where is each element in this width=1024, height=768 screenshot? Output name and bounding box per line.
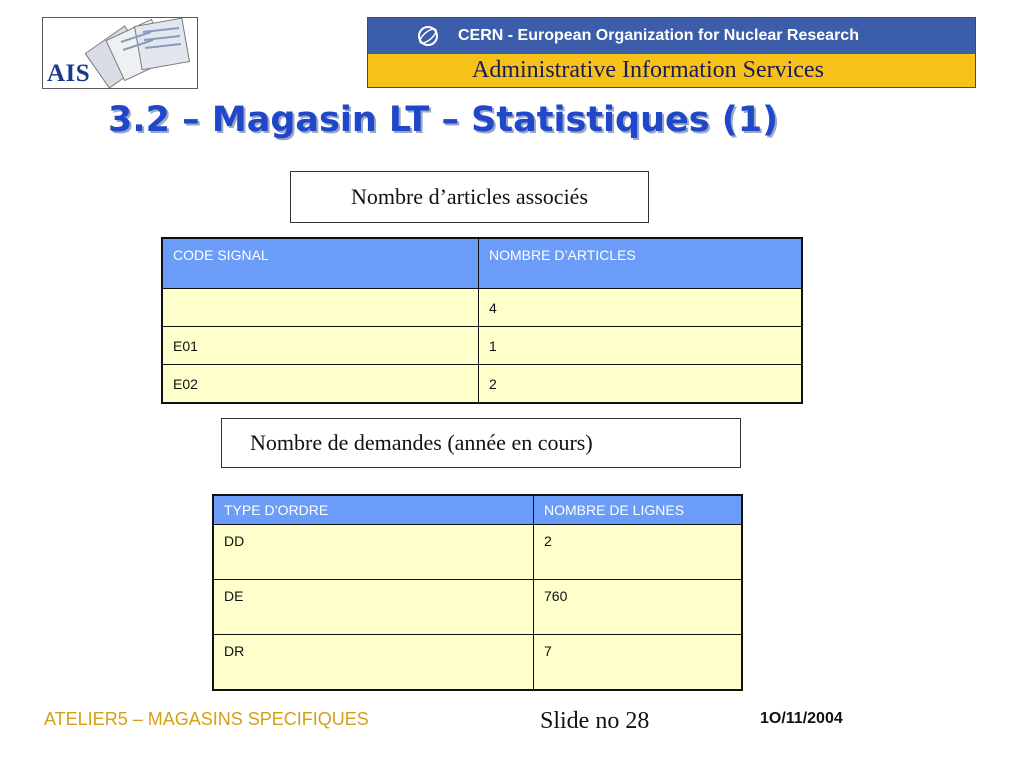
footer-slide-number: Slide no 28 (540, 708, 650, 734)
table-cell: DD (213, 525, 534, 580)
table-cell: E02 (162, 365, 479, 404)
table-row (213, 635, 742, 691)
cern-logo-icon (416, 24, 440, 48)
demandes-table (212, 494, 743, 691)
table-cell (162, 289, 479, 327)
table-cell: 7 (534, 635, 743, 691)
table-row (162, 289, 802, 327)
banner-bottom-text: Administrative Information Services (368, 54, 975, 87)
banner-top-text: CERN - European Organization for Nuclear Research (458, 27, 859, 44)
table-cell: 1 (479, 327, 803, 365)
slide-title: 3.2 – Magasin LT – Statistiques (1) (108, 100, 779, 140)
ais-logo (42, 17, 198, 89)
table-cell: DR (213, 635, 534, 691)
header-code-signal: CODE SIGNAL (162, 238, 479, 289)
header-nombre-lignes: NOMBRE DE LIGNES (534, 495, 743, 525)
table-header-row (213, 495, 742, 525)
table-header-row (162, 238, 802, 289)
table-row (162, 365, 802, 404)
caption-articles: Nombre d’articles associés (290, 171, 649, 223)
table-row (213, 580, 742, 635)
caption-demandes: Nombre de demandes (année en cours) (221, 418, 741, 468)
header-type-ordre: TYPE D’ORDRE (213, 495, 534, 525)
footer-atelier: ATELIER5 – MAGASINS SPECIFIQUES (44, 709, 369, 729)
footer-date: 1O/11/2004 (760, 710, 843, 727)
table-row (162, 327, 802, 365)
table-cell: 4 (479, 289, 803, 327)
table-row (213, 525, 742, 580)
articles-table (161, 237, 803, 404)
header-nombre-articles: NOMBRE D’ARTICLES (479, 238, 803, 289)
cern-banner (367, 17, 976, 88)
table-cell: E01 (162, 327, 479, 365)
banner-top (368, 18, 975, 54)
logo-text: AIS (47, 60, 91, 87)
table-cell: 2 (534, 525, 743, 580)
table-cell: DE (213, 580, 534, 635)
table-cell: 2 (479, 365, 803, 404)
table-cell: 760 (534, 580, 743, 635)
